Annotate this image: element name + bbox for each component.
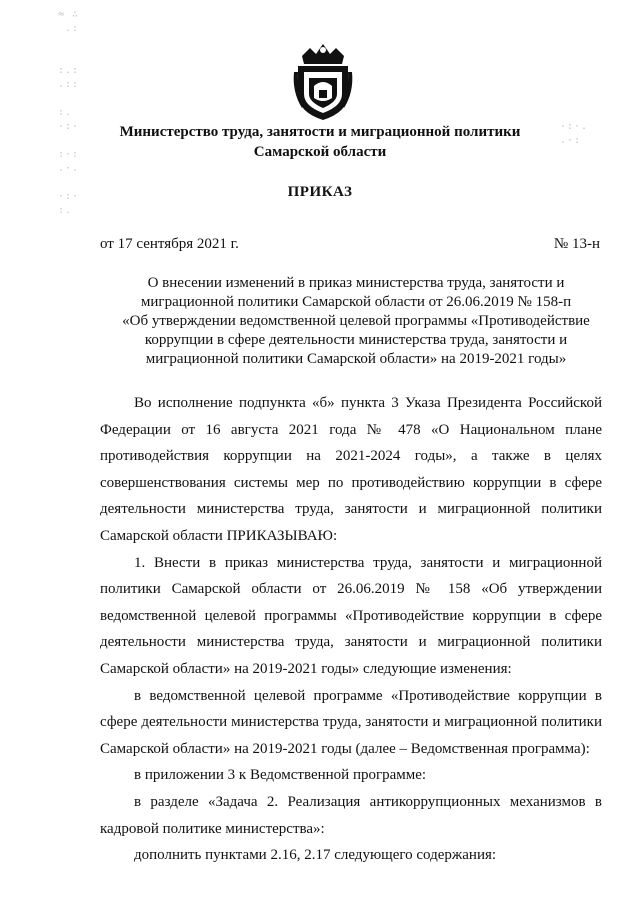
subject-line: коррупции в сфере деятельности министерства труда, занятости и (144, 332, 568, 348)
coat-of-arms-emblem (292, 42, 354, 122)
ministry-name (100, 122, 540, 162)
subject-line: «Об утверждении ведомственной целевой программы «Противодействие (122, 313, 590, 329)
body-paragraph-appendix: в приложении 3 к Ведомственной программе: (134, 767, 427, 784)
document-type: ПРИКАЗ (287, 184, 353, 200)
body-paragraph-addition: дополнить пунктами 2.16, 2.17 следующего содержания: (134, 847, 497, 864)
body-paragraph-item1: 1. Внести в приказ министерства труда, занятости и миграционной политики Самарской области от 26.06.2019 № 158 «Об утверждении ведомственной целевой программы «Противодействие коррупции в сфере деятельности министерства труда, занятости и миграционной политики Самарской области» на 2019-2021 годы» следующие изменения: (100, 554, 602, 677)
subject-line: О внесении изменений в приказ министерства труда, занятости и (147, 275, 565, 291)
body-paragraph-section: в разделе «Задача 2. Реализация антикоррупционных механизмов в кадровой политике министерства»: (100, 793, 602, 837)
body-paragraph-preamble: Во исполнение подпункта «б» пункта 3 Указа Президента Российской Федерации от 16 августа 2021 года № 478 «О Национальном плане противодействия коррупции на 2021-2024 годы», а также в целях совершенствования системы мер по противодействию коррупции в сфере деятельности министерства труда, занятости и миграционной политики Самарской области ПРИКАЗЫВАЮ: (100, 395, 602, 544)
scan-artifact-right: ·:·. .·: (560, 121, 589, 146)
document-date: от 17 сентября 2021 г. (100, 236, 239, 252)
ministry-name-line1: Министерство труда, занятости и миграционной политики (119, 124, 521, 140)
body-paragraph-program: в ведомственной целевой программе «Противодействие коррупции в сфере деятельности министерства труда, занятости и миграционной политики Самарской области» на 2019-2021 годы (далее – Ведомственная программа): (100, 687, 602, 757)
scan-artifact-left: ≈ ∴ .: :.: .:: :. ·:· :·: .·. ·:· :. (58, 9, 80, 216)
order-body (100, 390, 602, 869)
subject-line: миграционной политики Самарской области» на 2019-2021 годы» (145, 351, 567, 367)
document-number: № 13-н (553, 236, 600, 252)
subject-line: миграционной политики Самарской области от 26.06.2019 № 158-п (140, 294, 572, 310)
order-subject (112, 274, 600, 369)
date-number-line (100, 236, 600, 253)
ministry-name-line2: Самарской области (253, 144, 387, 160)
